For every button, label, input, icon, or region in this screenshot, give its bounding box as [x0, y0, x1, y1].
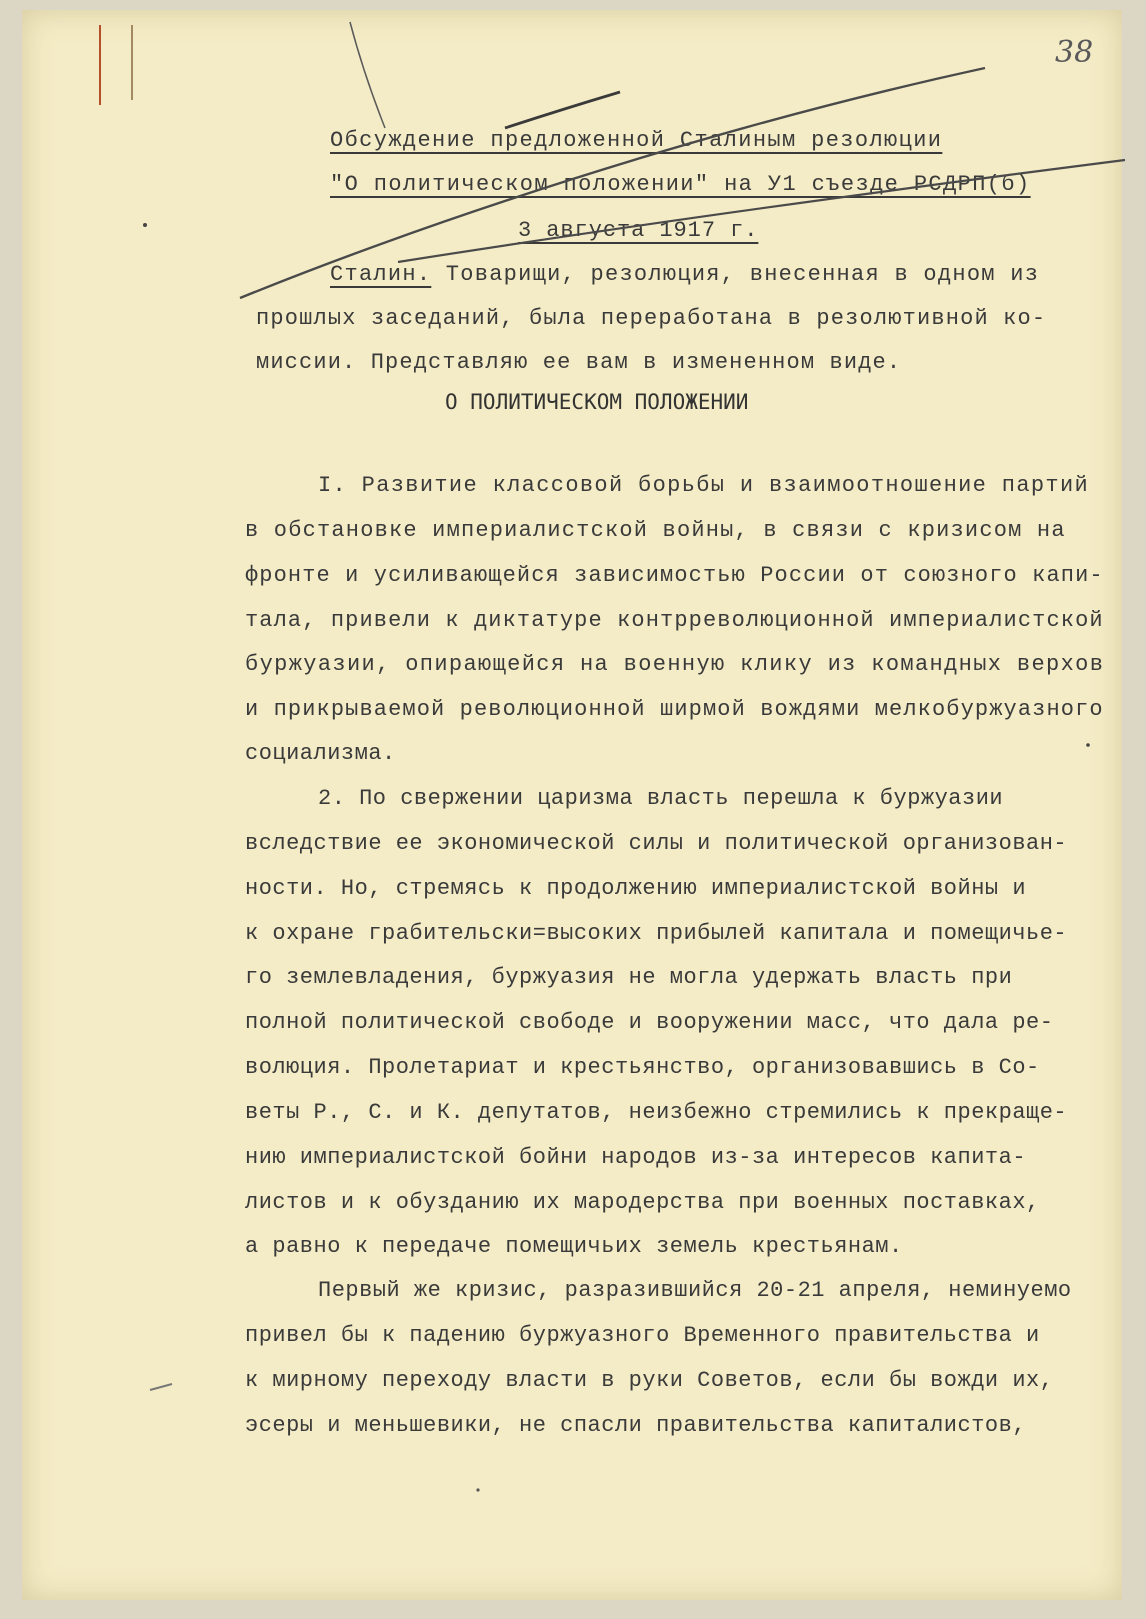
- body-line: 2. По свержении царизма власть перешла к буржуазии: [318, 786, 1004, 811]
- title-line-3: 3 августа 1917 г.: [518, 218, 759, 243]
- body-line: к мирному переходу власти в руки Советов, если бы вожди их,: [245, 1368, 1054, 1393]
- paper-speck: [143, 223, 147, 227]
- pencil-stroke-long: [398, 160, 1125, 262]
- body-line: привел бы к падению буржуазного Временного правительства и: [245, 1323, 1040, 1348]
- body-line: и прикрываемой революционной ширмой вождями мелкобуржуазного: [245, 697, 1104, 722]
- pencil-stroke-thick: [505, 92, 620, 128]
- body-line: I. Развитие классовой борьбы и взаимоотношение партий: [318, 473, 1090, 498]
- body-line: листов и к обузданию их мародерства при военных поставках,: [245, 1190, 1040, 1215]
- pencil-stroke-hook: [350, 22, 385, 128]
- section-heading: О ПОЛИТИЧЕСКОМ ПОЛОЖЕНИИ: [445, 390, 749, 414]
- body-line: тала, привели к диктатуре контрреволюционной империалистской: [245, 608, 1104, 633]
- body-line: в обстановке империалистской войны, в связи с кризисом на: [245, 518, 1066, 543]
- body-line: нию империалистской бойни народов из-за интересов капита-: [245, 1145, 1027, 1170]
- body-line: буржуазии, опирающейся на военную клику из командных верхов: [245, 652, 1105, 677]
- title-line-2: "О политическом положении" на У1 съезде РСДРП(б): [330, 172, 1031, 197]
- page-number: 38: [1055, 35, 1094, 70]
- pencil-stroke-diagonal: [240, 68, 985, 298]
- title-line-1: Обсуждение предложенной Сталиным резолюции: [330, 128, 943, 153]
- body-line: а равно к передаче помещичьих земель крестьянам.: [245, 1234, 903, 1259]
- paper-speck: [1086, 743, 1090, 747]
- body-line: волюция. Пролетариат и крестьянство, организовавшись в Со-: [245, 1055, 1040, 1080]
- body-line: полной политической свободе и вооружении масс, что дала ре-: [245, 1010, 1054, 1035]
- body-line: веты Р., С. и К. депутатов, неизбежно стремились к прекраще-: [245, 1100, 1068, 1125]
- paper-speck: [476, 1488, 479, 1491]
- speaker-name: Сталин.: [330, 262, 432, 287]
- intro-line-2: прошлых заседаний, была переработана в резолютивной ко-: [256, 306, 1047, 331]
- body-line: социализма.: [245, 741, 396, 766]
- body-line: го землевладения, буржуазия не могла удержать власть при: [245, 965, 1013, 990]
- body-line: фронте и усиливающейся зависимостью России от союзного капи-: [245, 563, 1104, 588]
- body-line: Первый же кризис, разразившийся 20-21 апреля, неминуемо: [318, 1278, 1072, 1303]
- body-line: вследствие ее экономической силы и политической организован-: [245, 831, 1068, 856]
- intro-line-3: миссии. Представляю ее вам в измененном виде.: [256, 350, 902, 375]
- margin-dash: [150, 1384, 172, 1390]
- body-line: к охране грабительски=высоких прибылей капитала и помещичье-: [245, 921, 1068, 946]
- body-line: эсеры и меньшевики, не спасли правительства капиталистов,: [245, 1413, 1027, 1438]
- intro-line-1-text: Товарищи, резолюция, внесенная в одном из: [431, 262, 1040, 287]
- body-line: ности. Но, стремясь к продолжению империалистской войны и: [245, 876, 1027, 901]
